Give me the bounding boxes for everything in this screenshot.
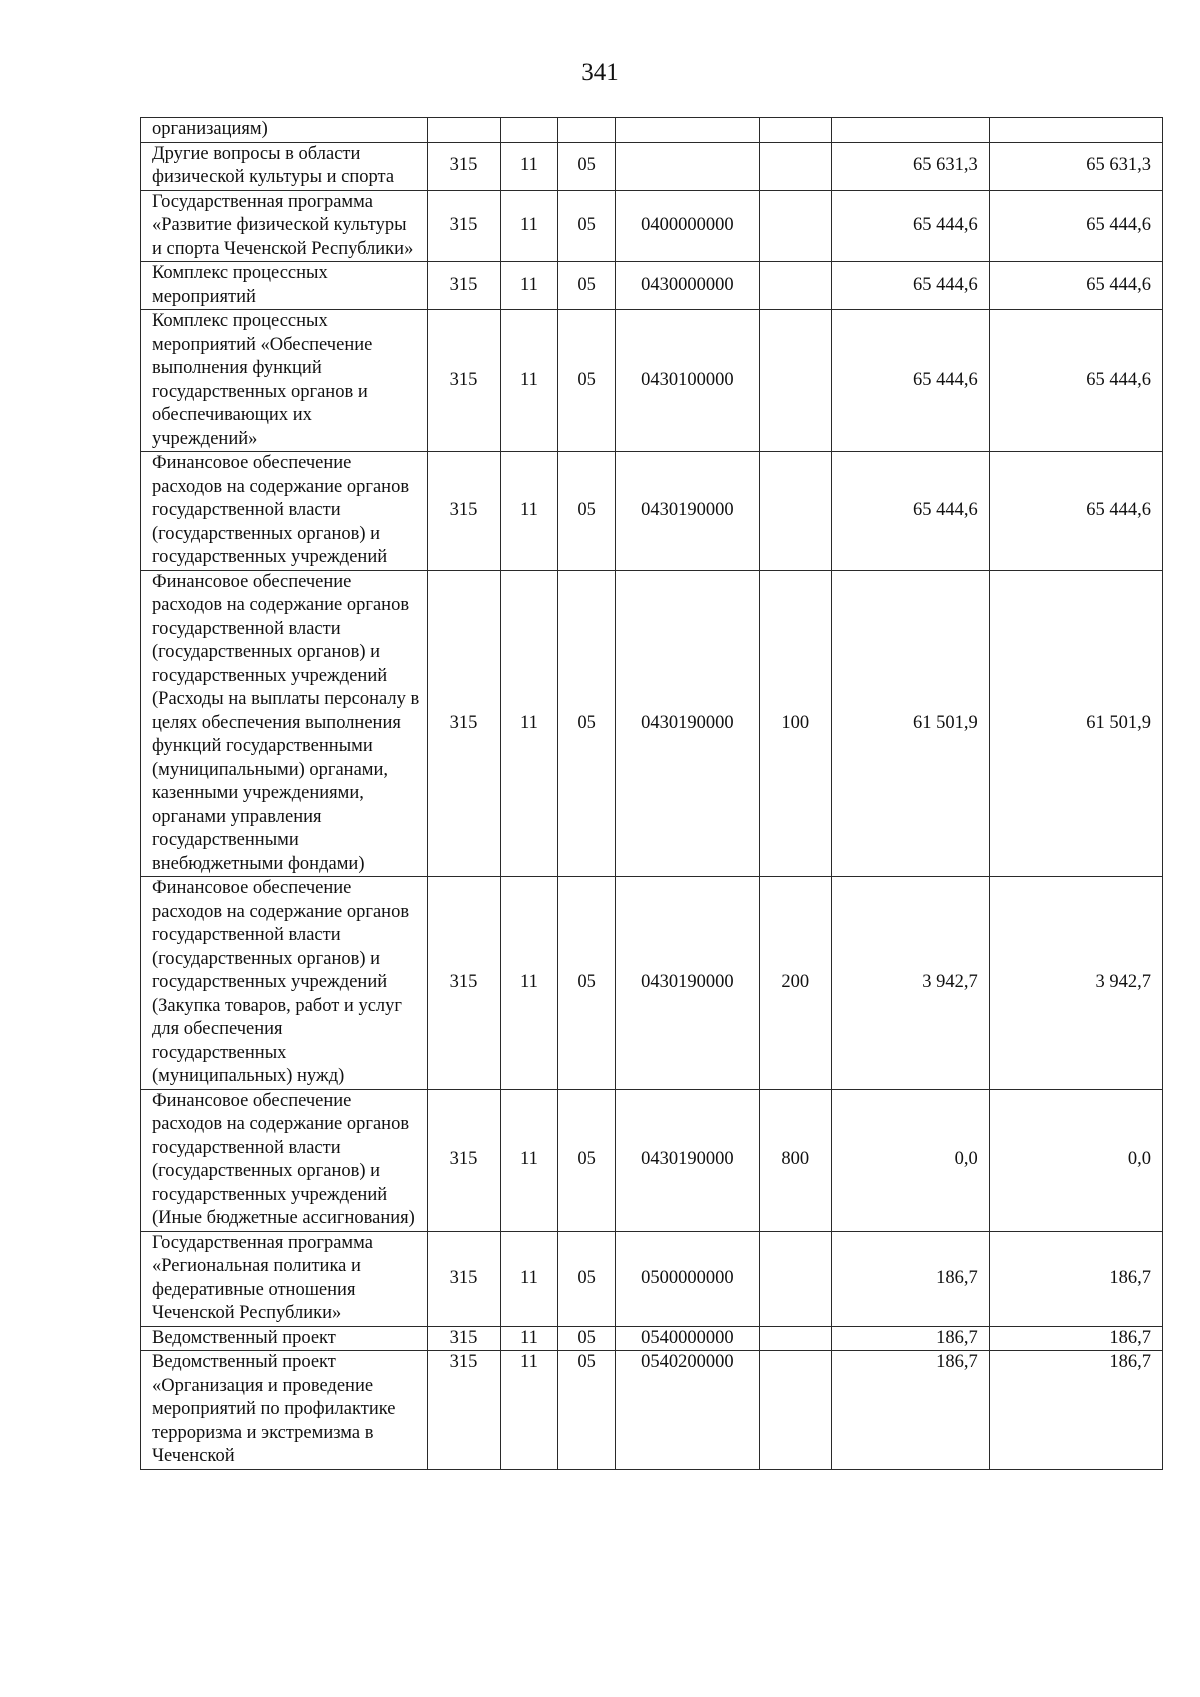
cell-grbs: 315 (427, 570, 500, 877)
table-row (141, 142, 1163, 190)
cell-name: Государственная программа «Региональная политика и федеративные отношения Чеченской Республики» (141, 1231, 428, 1326)
cell-csr (616, 142, 760, 190)
cell-sum-1: 0,0 (831, 1089, 989, 1231)
cell-pr: 05 (558, 877, 616, 1090)
cell-vr: 100 (759, 570, 831, 877)
cell-vr (759, 1231, 831, 1326)
table-row (141, 1351, 1163, 1470)
cell-rz: 11 (500, 262, 558, 310)
budget-table (140, 117, 1163, 1470)
cell-sum-1: 65 444,6 (831, 190, 989, 262)
cell-grbs: 315 (427, 142, 500, 190)
cell-pr: 05 (558, 1351, 616, 1470)
cell-sum-1: 186,7 (831, 1231, 989, 1326)
cell-rz: 11 (500, 310, 558, 452)
cell-pr: 05 (558, 1231, 616, 1326)
cell-vr (759, 118, 831, 143)
table-row (141, 877, 1163, 1090)
cell-grbs: 315 (427, 1326, 500, 1351)
cell-vr (759, 262, 831, 310)
cell-sum-2: 65 631,3 (989, 142, 1162, 190)
cell-vr (759, 1326, 831, 1351)
cell-vr (759, 190, 831, 262)
cell-sum-2: 3 942,7 (989, 877, 1162, 1090)
cell-sum-2: 186,7 (989, 1351, 1162, 1470)
cell-sum-1: 65 631,3 (831, 142, 989, 190)
cell-rz: 11 (500, 1326, 558, 1351)
cell-csr: 0400000000 (616, 190, 760, 262)
table-row (141, 190, 1163, 262)
cell-name: Финансовое обеспечение расходов на содержание органов государственной власти (государственных органов) и государственных учреждений (Иные бюджетные ассигнования) (141, 1089, 428, 1231)
cell-rz: 11 (500, 877, 558, 1090)
cell-grbs: 315 (427, 1351, 500, 1470)
cell-pr: 05 (558, 190, 616, 262)
cell-pr: 05 (558, 570, 616, 877)
cell-sum-1 (831, 118, 989, 143)
cell-grbs (427, 118, 500, 143)
cell-vr (759, 452, 831, 571)
cell-name: Другие вопросы в области физической культуры и спорта (141, 142, 428, 190)
table-row (141, 1089, 1163, 1231)
cell-sum-2: 61 501,9 (989, 570, 1162, 877)
cell-sum-1: 61 501,9 (831, 570, 989, 877)
cell-sum-1: 65 444,6 (831, 310, 989, 452)
cell-rz: 11 (500, 452, 558, 571)
cell-rz: 11 (500, 570, 558, 877)
cell-csr: 0500000000 (616, 1231, 760, 1326)
cell-name: Комплекс процессных мероприятий «Обеспечение выполнения функций государственных органов и обеспечивающих их учреждений» (141, 310, 428, 452)
cell-vr: 800 (759, 1089, 831, 1231)
cell-csr: 0430190000 (616, 570, 760, 877)
cell-rz (500, 118, 558, 143)
cell-vr (759, 310, 831, 452)
cell-csr: 0430190000 (616, 452, 760, 571)
cell-grbs: 315 (427, 1089, 500, 1231)
table-row (141, 570, 1163, 877)
table-row (141, 310, 1163, 452)
cell-csr: 0430000000 (616, 262, 760, 310)
cell-vr (759, 1351, 831, 1470)
cell-sum-2: 0,0 (989, 1089, 1162, 1231)
cell-pr (558, 118, 616, 143)
cell-name: Ведомственный проект «Организация и проведение мероприятий по профилактике терроризма и экстремизма в Чеченской (141, 1351, 428, 1470)
cell-name: Государственная программа «Развитие физической культуры и спорта Чеченской Республики» (141, 190, 428, 262)
cell-rz: 11 (500, 1231, 558, 1326)
cell-name: Финансовое обеспечение расходов на содержание органов государственной власти (государственных органов) и государственных учреждений (141, 452, 428, 571)
cell-csr (616, 118, 760, 143)
cell-sum-1: 65 444,6 (831, 262, 989, 310)
cell-csr: 0540000000 (616, 1326, 760, 1351)
cell-rz: 11 (500, 142, 558, 190)
cell-sum-1: 65 444,6 (831, 452, 989, 571)
cell-sum-1: 3 942,7 (831, 877, 989, 1090)
cell-grbs: 315 (427, 452, 500, 571)
cell-sum-2: 65 444,6 (989, 452, 1162, 571)
cell-csr: 0540200000 (616, 1351, 760, 1470)
cell-vr: 200 (759, 877, 831, 1090)
cell-sum-2: 186,7 (989, 1231, 1162, 1326)
table-row (141, 452, 1163, 571)
cell-sum-1: 186,7 (831, 1326, 989, 1351)
cell-name: Ведомственный проект (141, 1326, 428, 1351)
table-row (141, 1326, 1163, 1351)
cell-sum-2: 65 444,6 (989, 310, 1162, 452)
cell-pr: 05 (558, 262, 616, 310)
cell-sum-2: 65 444,6 (989, 190, 1162, 262)
cell-grbs: 315 (427, 262, 500, 310)
cell-name: Финансовое обеспечение расходов на содержание органов государственной власти (государственных органов) и государственных учреждений (Расходы на выплаты персоналу в целях обеспечения выполнения функций государственными (муниципальными) органами, казенными учреждениями, органами управления государственными внебюджетными фондами) (141, 570, 428, 877)
cell-name: Финансовое обеспечение расходов на содержание органов государственной власти (государственных органов) и государственных учреждений (Закупка товаров, работ и услуг для обеспечения государственных (муниципальных) нужд) (141, 877, 428, 1090)
cell-rz: 11 (500, 190, 558, 262)
table-row (141, 1231, 1163, 1326)
cell-name: Комплекс процессных мероприятий (141, 262, 428, 310)
cell-rz: 11 (500, 1351, 558, 1470)
cell-sum-2 (989, 118, 1162, 143)
cell-csr: 0430190000 (616, 877, 760, 1090)
cell-pr: 05 (558, 142, 616, 190)
cell-csr: 0430100000 (616, 310, 760, 452)
page-number: 341 (581, 59, 619, 86)
table-row (141, 118, 1163, 143)
cell-pr: 05 (558, 1326, 616, 1351)
cell-pr: 05 (558, 310, 616, 452)
cell-pr: 05 (558, 1089, 616, 1231)
cell-vr (759, 142, 831, 190)
cell-csr: 0430190000 (616, 1089, 760, 1231)
cell-grbs: 315 (427, 190, 500, 262)
table-body (141, 118, 1163, 1470)
cell-grbs: 315 (427, 877, 500, 1090)
cell-sum-1: 186,7 (831, 1351, 989, 1470)
cell-sum-2: 186,7 (989, 1326, 1162, 1351)
cell-name: организациям) (141, 118, 428, 143)
cell-grbs: 315 (427, 310, 500, 452)
cell-rz: 11 (500, 1089, 558, 1231)
cell-sum-2: 65 444,6 (989, 262, 1162, 310)
cell-pr: 05 (558, 452, 616, 571)
cell-grbs: 315 (427, 1231, 500, 1326)
table-row (141, 262, 1163, 310)
